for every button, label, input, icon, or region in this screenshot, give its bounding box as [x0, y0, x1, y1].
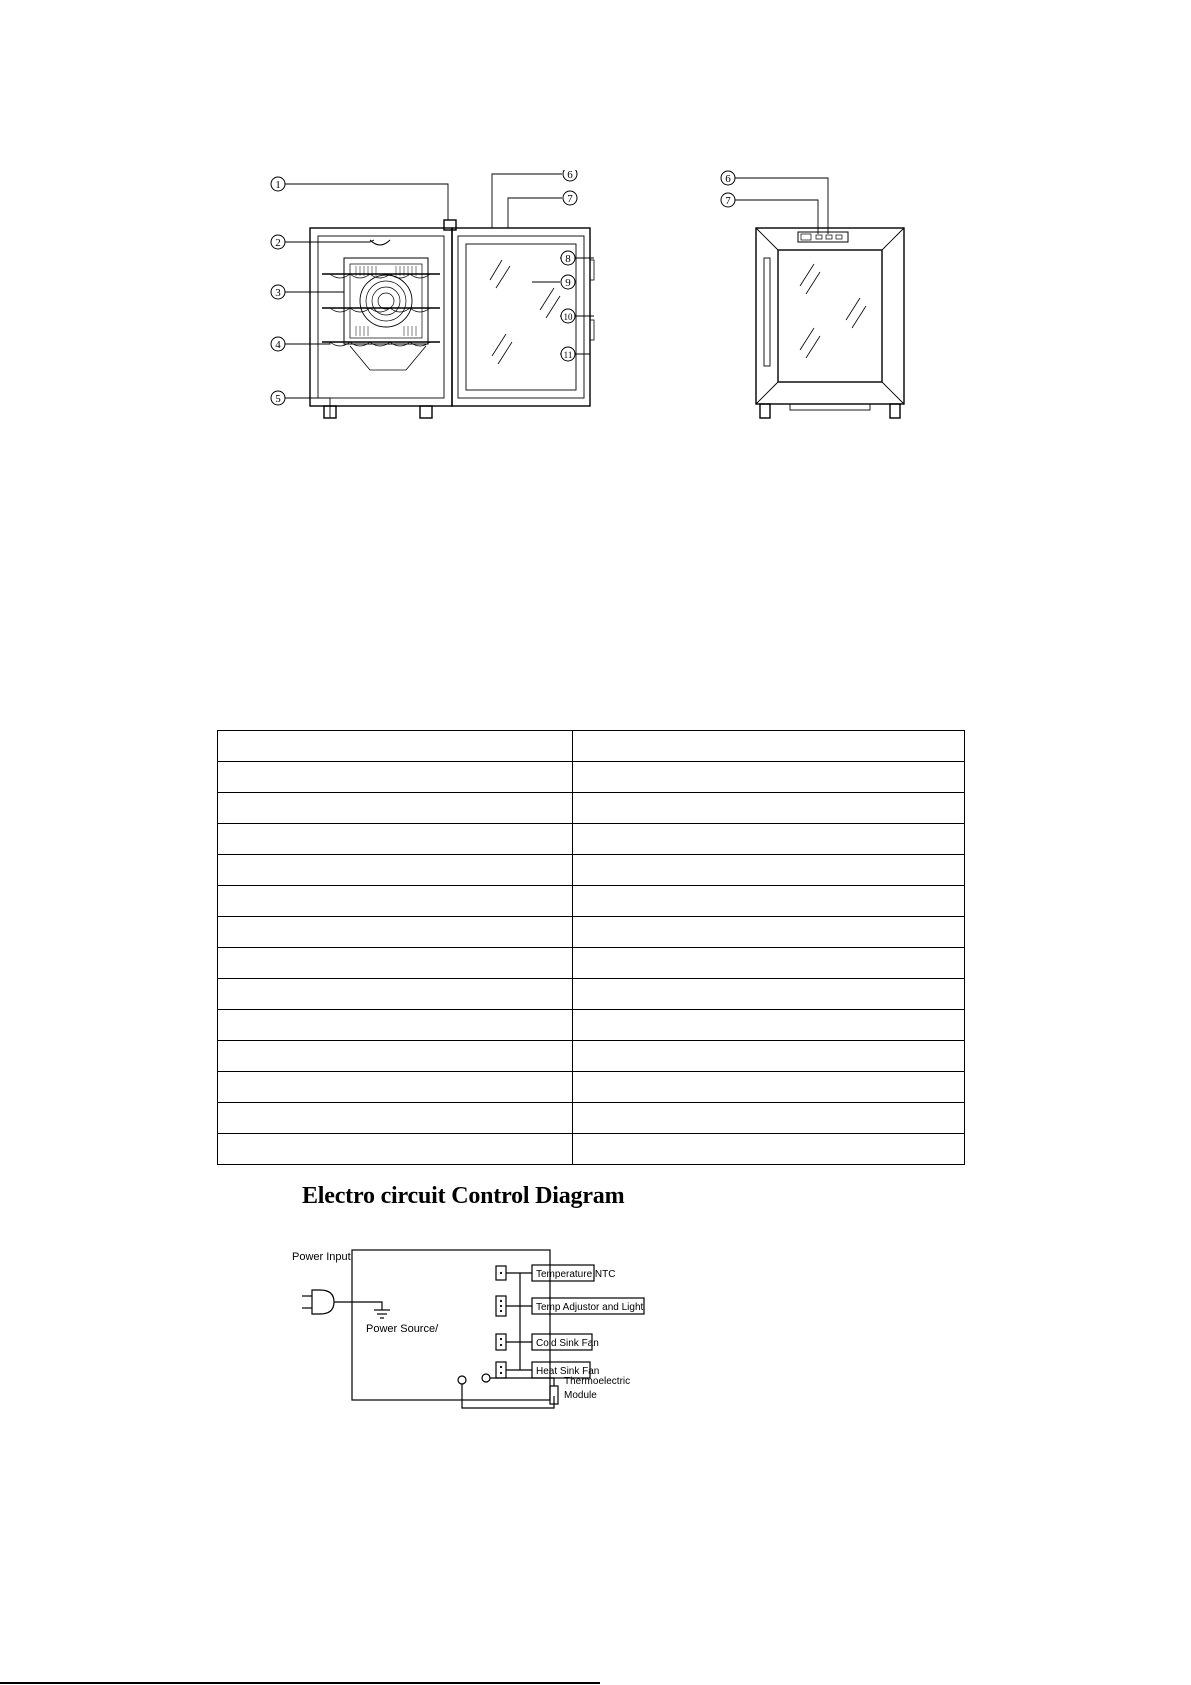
front-glass [778, 250, 882, 382]
table-row [218, 886, 965, 917]
table-cell [218, 886, 573, 917]
table-cell [218, 979, 573, 1010]
table-row [218, 731, 965, 762]
table-cell [573, 917, 965, 948]
open-cabinet-diagram [270, 170, 630, 450]
callout-8: 8 [565, 253, 571, 265]
table-cell [573, 1041, 965, 1072]
table-row [218, 979, 965, 1010]
table-cell [573, 1072, 965, 1103]
component-label-heat-fan: Heat Sink Fan [536, 1366, 600, 1377]
callout-4: 4 [275, 339, 281, 351]
power-input-label: Power Input [292, 1251, 351, 1263]
module-label-line1: Thermoelectric [564, 1376, 631, 1387]
table-row [218, 1103, 965, 1134]
callout-6: 6 [567, 170, 573, 181]
table-cell [573, 1010, 965, 1041]
door-handle [764, 258, 770, 366]
table-cell [218, 948, 573, 979]
front-callout-6: 6 [725, 173, 731, 185]
parts-table [217, 730, 965, 1165]
table-cell [218, 1010, 573, 1041]
callout-11: 11 [563, 350, 573, 360]
table-cell [218, 793, 573, 824]
callout-2: 2 [275, 237, 281, 249]
table-cell [218, 824, 573, 855]
table-row [218, 1134, 965, 1165]
callout-3: 3 [275, 287, 281, 299]
table-row [218, 824, 965, 855]
component-label-ntc: Temperature NTC [536, 1269, 616, 1280]
front-view-diagram [720, 170, 920, 430]
callout-7: 7 [567, 193, 573, 205]
table-cell [573, 979, 965, 1010]
table-row [218, 855, 965, 886]
table-cell [573, 762, 965, 793]
callout-1: 1 [275, 179, 281, 191]
table-cell [218, 1134, 573, 1165]
table-cell [218, 917, 573, 948]
callout-10: 10 [563, 312, 573, 322]
module-label-line2: Module [564, 1390, 597, 1401]
circuit-control-diagram [292, 1240, 672, 1420]
component-label-cold-fan: Cold Sink Fan [536, 1338, 599, 1349]
power-source-label: Power Source/ [366, 1323, 439, 1335]
table-cell [573, 886, 965, 917]
table-cell [573, 948, 965, 979]
table-cell [218, 762, 573, 793]
table-cell [573, 1134, 965, 1165]
front-callout-7: 7 [725, 195, 731, 207]
table-cell [218, 1103, 573, 1134]
table-row [218, 762, 965, 793]
door-glass [466, 244, 576, 390]
callout-5: 5 [275, 393, 281, 405]
table-cell [573, 793, 965, 824]
table-row [218, 917, 965, 948]
table-cell [573, 855, 965, 886]
table-row [218, 1041, 965, 1072]
plug-icon [312, 1290, 334, 1314]
component-label-adjustor: Temp Adjustor and Light [536, 1302, 644, 1313]
table-row [218, 948, 965, 979]
table-cell [573, 731, 965, 762]
table-cell [573, 1103, 965, 1134]
table-row [218, 1072, 965, 1103]
callout-9: 9 [565, 277, 571, 289]
table-row [218, 1010, 965, 1041]
table-cell [218, 731, 573, 762]
table-cell [573, 824, 965, 855]
page-bottom-rule [0, 1682, 600, 1684]
control-panel [798, 232, 848, 242]
cabinet-body [310, 228, 452, 406]
table-cell [218, 855, 573, 886]
table-cell [218, 1072, 573, 1103]
circuit-diagram-title: Electro circuit Control Diagram [302, 1183, 625, 1209]
table-cell [218, 1041, 573, 1072]
table-row [218, 793, 965, 824]
